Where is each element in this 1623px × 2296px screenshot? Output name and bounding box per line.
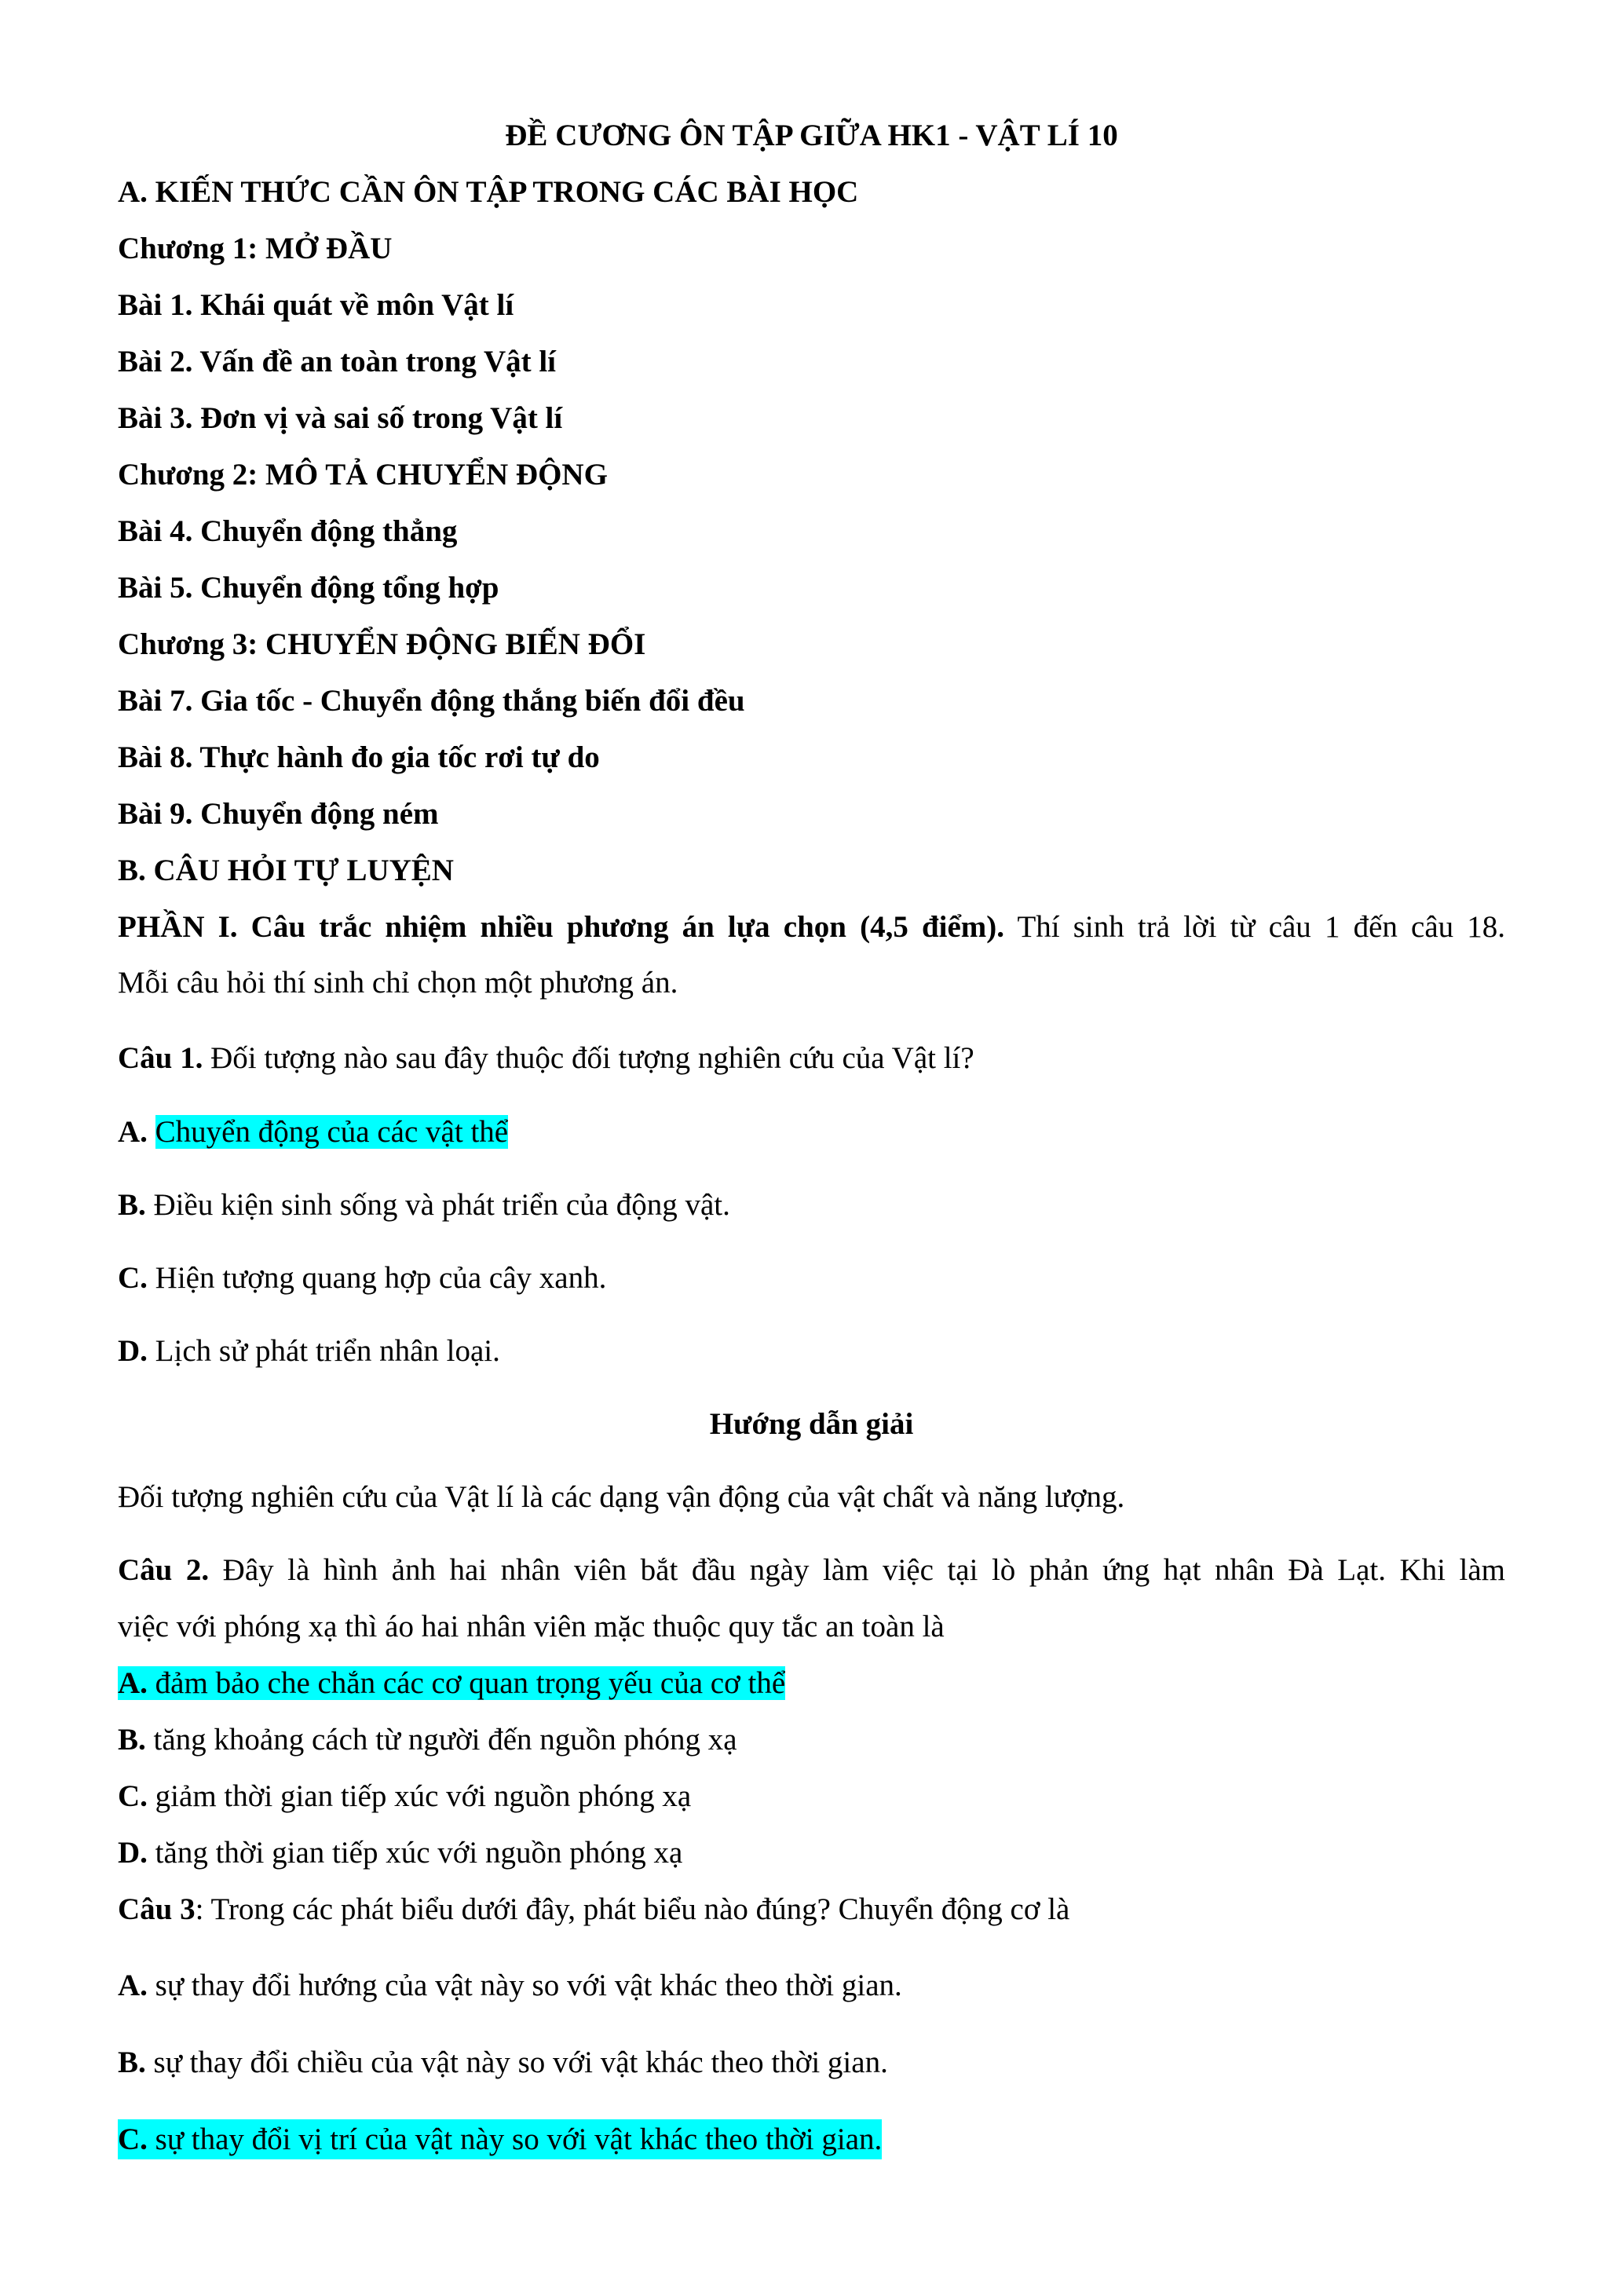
option-letter: C.	[118, 1779, 148, 1813]
option-text: Lịch sử phát triển nhân loại.	[155, 1334, 500, 1368]
option-letter: B.	[118, 2046, 146, 2079]
outline-lesson-3: Bài 3. Đơn vị và sai số trong Vật lí	[118, 401, 563, 435]
option-letter: A.	[118, 1666, 148, 1700]
document-title: ĐỀ CƯƠNG ÔN TẬP GIỮA HK1 - VẬT LÍ 10	[505, 119, 1118, 152]
question-text: : Trong các phát biểu dưới đây, phát biểu nào đúng? Chuyển động cơ là	[195, 1892, 1070, 1926]
option-text: sự thay đổi hướng của vật này so với vật khác theo thời gian.	[155, 1969, 902, 2002]
option-letter: D.	[118, 1334, 148, 1368]
question-label: Câu 1.	[118, 1041, 203, 1075]
question-label: Câu 2.	[118, 1553, 210, 1587]
q3-option-a	[118, 1966, 1505, 2005]
part1-heading: PHẦN I. Câu trắc nhiệm nhiều phương án lựa chọn (4,5 điểm).	[118, 910, 1005, 944]
question-2-line-2: việc với phóng xạ thì áo hai nhân viên mặc thuộc quy tắc an toàn là	[118, 1610, 945, 1643]
option-text: Hiện tượng quang hợp của cây xanh.	[155, 1261, 607, 1295]
option-letter: A.	[118, 1969, 148, 2002]
q3-option-c	[118, 2120, 1505, 2159]
option-letter: B.	[118, 1723, 146, 1757]
q1-option-a	[118, 1113, 1505, 1152]
q1-option-c	[118, 1259, 1505, 1298]
question-text: Đối tượng nào sau đây thuộc đối tượng nghiên cứu của Vật lí?	[210, 1041, 974, 1075]
section-a-heading: A. KIẾN THỨC CẦN ÔN TẬP TRONG CÁC BÀI HỌC	[118, 175, 859, 209]
outline-lesson-9: Bài 9. Chuyển động ném	[118, 797, 439, 831]
outline-lesson-8: Bài 8. Thực hành đo gia tốc rơi tự do	[118, 740, 600, 774]
outline-lesson-1: Bài 1. Khái quát về môn Vật lí	[118, 288, 514, 322]
solution-text: Đối tượng nghiên cứu của Vật lí là các dạng vận động của vật chất và năng lượng.	[118, 1480, 1125, 1514]
question-2	[118, 1551, 1505, 1590]
outline-chapter-3: Chương 3: CHUYỂN ĐỘNG BIẾN ĐỔI	[118, 627, 646, 661]
part1-instruction-line	[118, 908, 1505, 947]
option-text: tăng thời gian tiếp xúc với nguồn phóng xạ	[155, 1836, 683, 1870]
q2-option-d	[118, 1834, 1505, 1873]
option-letter: A.	[118, 1115, 148, 1149]
option-text-highlighted: Chuyển động của các vật thể	[155, 1115, 509, 1149]
q1-option-d	[118, 1332, 1505, 1371]
option-text: tăng khoảng cách từ người đến nguồn phóng xạ	[153, 1723, 737, 1757]
option-text-highlighted: sự thay đổi vị trí của vật này so với vật khác theo thời gian.	[155, 2122, 883, 2156]
part1-instruction-line-2: Mỗi câu hỏi thí sinh chỉ chọn một phương án.	[118, 966, 678, 1000]
option-letter: D.	[118, 1836, 148, 1870]
option-text-highlighted: đảm bảo che chắn các cơ quan trọng yếu của cơ thể	[155, 1666, 786, 1700]
option-text: Điều kiện sinh sống và phát triển của động vật.	[153, 1188, 730, 1222]
q2-option-a	[118, 1664, 1505, 1703]
option-text: giảm thời gian tiếp xúc với nguồn phóng xạ	[155, 1779, 692, 1813]
option-text: sự thay đổi chiều của vật này so với vật khác theo thời gian.	[153, 2046, 888, 2079]
outline-chapter-2: Chương 2: MÔ TẢ CHUYỂN ĐỘNG	[118, 458, 608, 492]
outline-lesson-4: Bài 4. Chuyển động thẳng	[118, 514, 458, 548]
question-3	[118, 1890, 1505, 1929]
outline-lesson-2: Bài 2. Vấn đề an toàn trong Vật lí	[118, 345, 557, 378]
part1-instruction: Thí sinh trả lời từ câu 1 đến câu 18.	[1017, 910, 1506, 944]
solution-heading: Hướng dẫn giải	[709, 1407, 914, 1441]
outline-chapter-1: Chương 1: MỞ ĐẦU	[118, 232, 393, 265]
option-letter: B.	[118, 1188, 146, 1222]
outline-lesson-7: Bài 7. Gia tốc - Chuyển động thắng biến đổi đều	[118, 684, 745, 718]
q2-option-c	[118, 1777, 1505, 1816]
option-letter: C.	[118, 2122, 148, 2156]
option-letter: C.	[118, 1261, 148, 1295]
question-1	[118, 1039, 1505, 1078]
question-text: Đây là hình ảnh hai nhân viên bắt đầu ngày làm việc tại lò phản ứng hạt nhân Đà Lạt. Khi làm	[222, 1553, 1506, 1587]
q3-option-b	[118, 2043, 1505, 2082]
question-label: Câu 3	[118, 1892, 196, 1926]
q1-option-b	[118, 1186, 1505, 1225]
section-b-heading: B. CÂU HỎI TỰ LUYỆN	[118, 854, 454, 887]
q2-option-b	[118, 1720, 1505, 1760]
outline-lesson-5: Bài 5. Chuyển động tổng hợp	[118, 571, 499, 605]
